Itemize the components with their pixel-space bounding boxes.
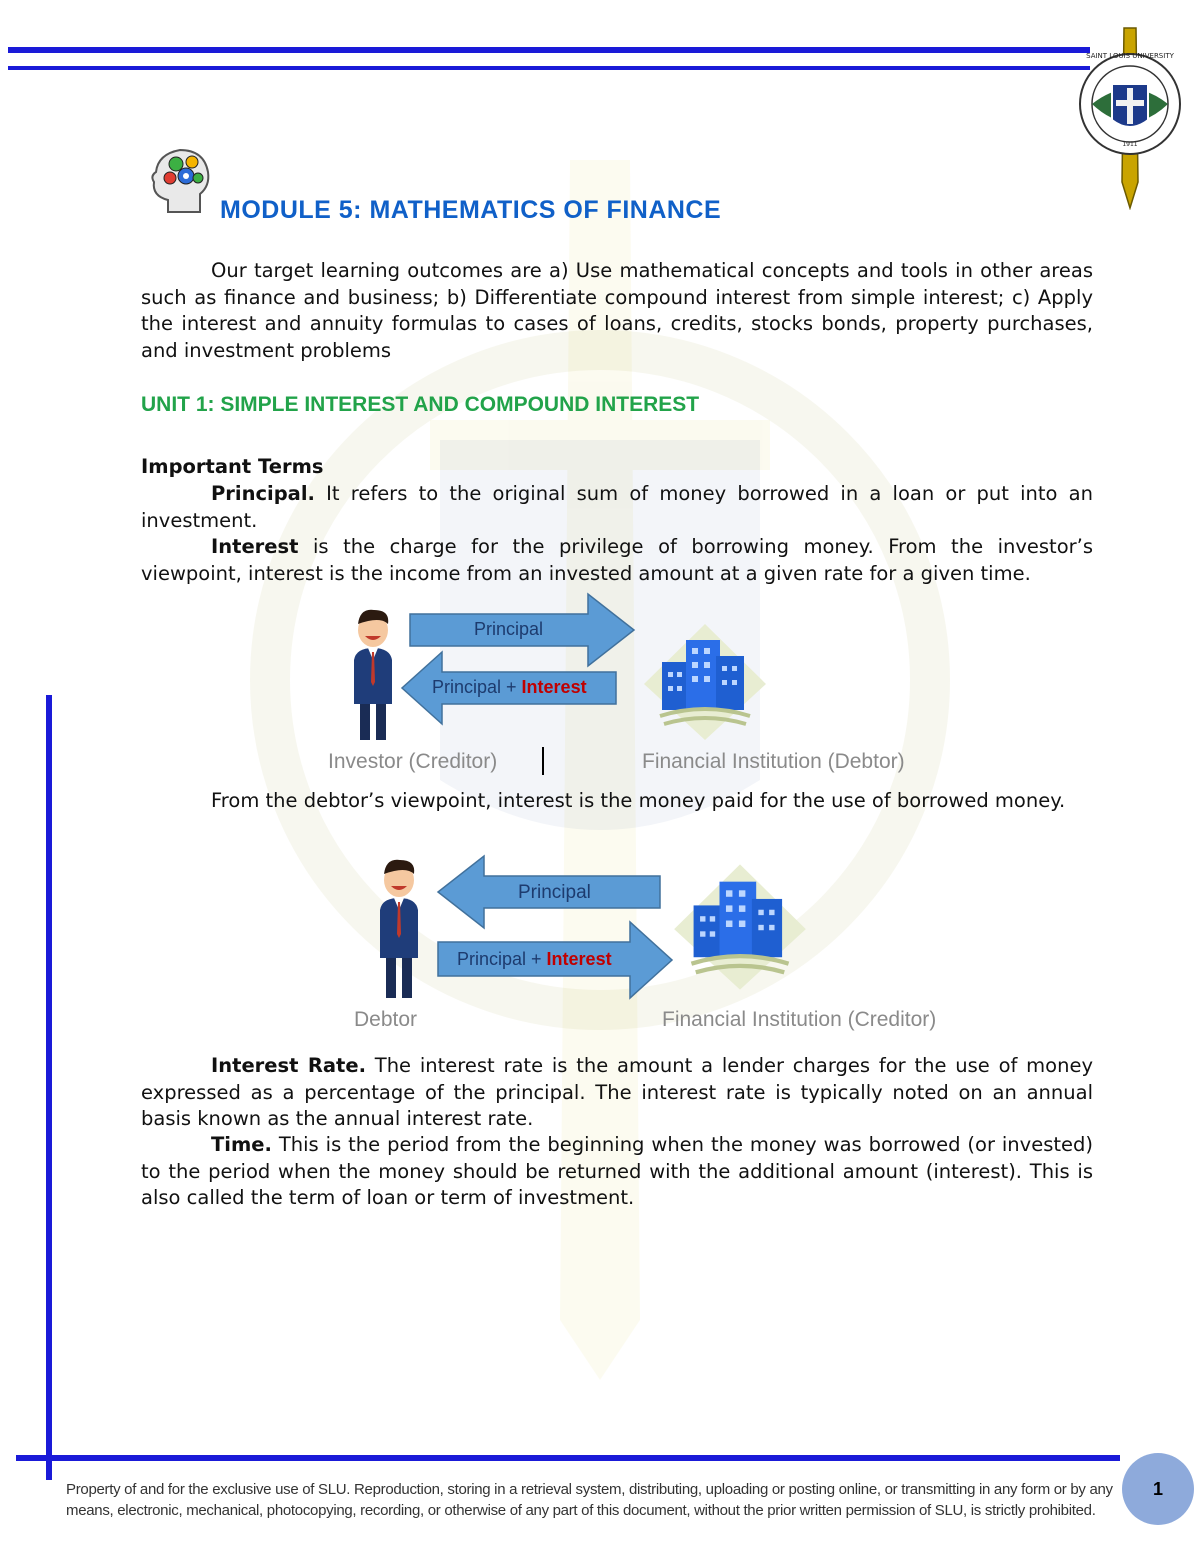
university-seal-logo (1068, 22, 1192, 210)
footer-line-2: means, electronic, mechanical, photocopying, recording, or otherwise of any part of this document, without the prior written permission of SLU, is strictly prohibited. (66, 1502, 1096, 1519)
interest-rate-definition (141, 1053, 1093, 1133)
businessman-icon (350, 608, 396, 742)
diagram-divider (542, 747, 544, 775)
time-term: Time. (211, 1133, 272, 1156)
head-gears-icon (146, 146, 216, 218)
footer-rule (16, 1455, 1120, 1461)
principal-arrow-label-2: Principal (518, 882, 591, 903)
principal-interest-arrow-label-2 (457, 949, 612, 970)
principal-term: Principal. (211, 482, 315, 505)
header-rule-top (8, 47, 1090, 53)
footer-line-1: Property of and for the exclusive use of SLU. Reproduction, storing in a retrieval system, distributing, uploading or posting online, or transmitting in any form or by any (66, 1481, 1113, 1498)
important-terms-heading: Important Terms (141, 455, 324, 478)
module-title: MODULE 5: MATHEMATICS OF FINANCE (220, 196, 722, 224)
svg-text:1911: 1911 (1122, 141, 1138, 148)
time-definition (141, 1132, 1093, 1212)
interest-rate-def: The interest rate is the amount a lender charges for the use of money expressed as a percentage of the principal. The interest rate is typically noted on an annual basis known as the annual interest rate. (141, 1054, 1093, 1130)
debtor-viewpoint-text: From the debtor’s viewpoint, interest is the money paid for the use of borrowed money. (211, 789, 1066, 812)
diagram-debtor (340, 850, 980, 1040)
header-rule-bottom (8, 66, 1090, 70)
principal-arrow-label: Principal (474, 619, 544, 639)
investor-label: Investor (Creditor) (328, 750, 498, 773)
financial-institution-building-icon (642, 622, 768, 742)
businessman-icon (376, 858, 422, 1000)
interest-definition (141, 534, 1093, 587)
page-number: 1 (1122, 1453, 1194, 1525)
debtor-label: Debtor (354, 1008, 418, 1031)
arrow-interest-part-2: Interest (546, 949, 612, 969)
financial-institution-building-icon (672, 862, 808, 992)
interest-rate-term: Interest Rate. (211, 1054, 366, 1077)
copyright-footer (66, 1479, 1132, 1521)
unit-heading: UNIT 1: SIMPLE INTEREST AND COMPOUND INTEREST (141, 393, 700, 416)
institution-creditor-label: Financial Institution (Creditor) (662, 1008, 937, 1031)
principal-interest-arrow-label (432, 677, 587, 698)
time-def: This is the period from the beginning when the money was borrowed (or invested) to the period when the money should be returned with the additional amount (interest). This is also called the term of loan or term of investment. (141, 1133, 1093, 1209)
debtor-viewpoint-paragraph (141, 788, 1093, 815)
diagram-investor (320, 590, 920, 780)
arrow-interest-part: Interest (521, 677, 587, 697)
svg-text:SAINT LOUIS UNIVERSITY: SAINT LOUIS UNIVERSITY (1086, 52, 1174, 60)
learning-outcomes-text: Our target learning outcomes are a) Use mathematical concepts and tools in other areas such as finance and business; b) Differentiate compound interest from simple interest; c) Apply the interest and annuity formulas to cases of loans, credits, stocks bonds, property purchases, and investment problems (141, 259, 1093, 362)
interest-def: is the charge for the privilege of borrowing money. From the investor’s viewpoint, interest is the income from an invested amount at a given rate for a given time. (141, 535, 1093, 585)
arrow-principal-part-2: Principal + (457, 949, 547, 969)
institution-debtor-label: Financial Institution (Debtor) (642, 750, 905, 773)
arrow-principal-part: Principal + (432, 677, 522, 697)
learning-outcomes-paragraph (141, 258, 1093, 364)
interest-term: Interest (211, 535, 299, 558)
principal-def: It refers to the original sum of money borrowed in a loan or put into an investment. (141, 482, 1093, 532)
principal-definition (141, 481, 1093, 534)
left-margin-rule (46, 695, 52, 1480)
